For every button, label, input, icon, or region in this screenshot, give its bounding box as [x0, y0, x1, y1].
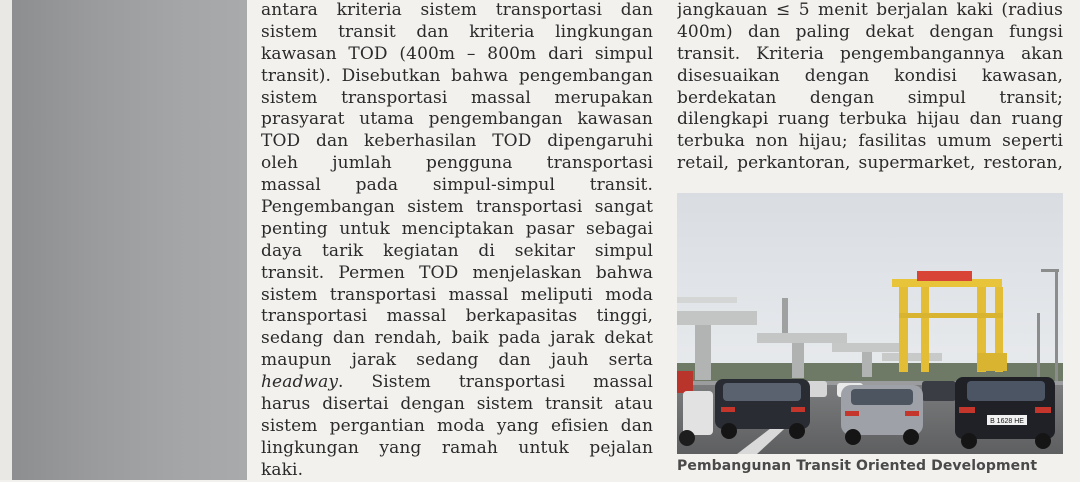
text-line: TOD dan keberhasilan TOD dipengaruhi — [261, 131, 653, 152]
text-line: berdekatan dengan simpul transit; — [677, 87, 1063, 108]
text-line: jangkauan ≤ 5 menit berjalan kaki (radius — [677, 0, 1063, 20]
photo-illustration — [677, 193, 1063, 454]
text-line: 400m) dan paling dekat dengan fungsi — [677, 21, 1063, 42]
text-line: penting untuk menciptakan pasar sebagai — [261, 218, 653, 239]
text-line: sedang dan rendah, baik pada jarak dekat — [261, 328, 653, 349]
page-margin — [0, 0, 12, 480]
text-line: transit. Kriteria pengembangannya akan — [677, 43, 1063, 64]
text-line: retail, perkantoran, supermarket, restoran, — [677, 153, 1063, 174]
text-line: sistem transportasi massal meliputi moda — [261, 284, 653, 305]
text-line: Pengembangan sistem transportasi sangat — [261, 197, 653, 218]
text-line: sistem transportasi massal merupakan — [261, 87, 653, 108]
text-line: antara kriteria sistem transportasi dan — [261, 0, 653, 20]
text-line: transit). Disebutkan bahwa pengembangan — [261, 65, 653, 86]
text-line: massal pada simpul-simpul transit. — [261, 175, 653, 196]
text-line: harus disertai dengan sistem transit atau — [261, 394, 653, 415]
photo-caption: Pembangunan Transit Oriented Development — [677, 458, 1038, 474]
text-line: kawasan TOD (400m – 800m dari simpul — [261, 43, 653, 64]
text-line: sistem pergantian moda yang efisien dan — [261, 415, 653, 436]
text-line: kaki. — [261, 459, 304, 480]
text-line: lingkungan yang ramah untuk pejalan — [261, 437, 653, 458]
text-line: maupun jarak sedang dan jauh serta — [261, 350, 653, 371]
text-line-headway — [261, 372, 653, 394]
text-line: terbuka non hijau; fasilitas umum seperti — [677, 131, 1063, 152]
article-column-right — [677, 0, 1063, 175]
text-line: daya tarik kegiatan di sekitar simpul — [261, 240, 653, 261]
headway-italic: headway — [261, 372, 339, 393]
text-line: prasyarat utama pengembangan kawasan — [261, 109, 653, 130]
article-column-middle — [261, 0, 653, 482]
text-line: transportasi massal berkapasitas tinggi, — [261, 306, 653, 327]
text-line: dilengkapi ruang terbuka hijau dan ruang — [677, 109, 1063, 130]
text-line: sistem transit dan kriteria lingkungan — [261, 21, 653, 42]
gray-side-panel — [12, 0, 247, 480]
tod-construction-photo — [677, 193, 1063, 454]
headway-rest: . Sistem transportasi massal — [338, 372, 653, 393]
text-line: disesuaikan dengan kondisi kawasan, — [677, 65, 1063, 86]
text-line: transit. Permen TOD menjelaskan bahwa — [261, 262, 653, 283]
text-line: oleh jumlah pengguna transportasi — [261, 153, 653, 174]
license-plate: B 1628 HE — [990, 418, 1024, 425]
